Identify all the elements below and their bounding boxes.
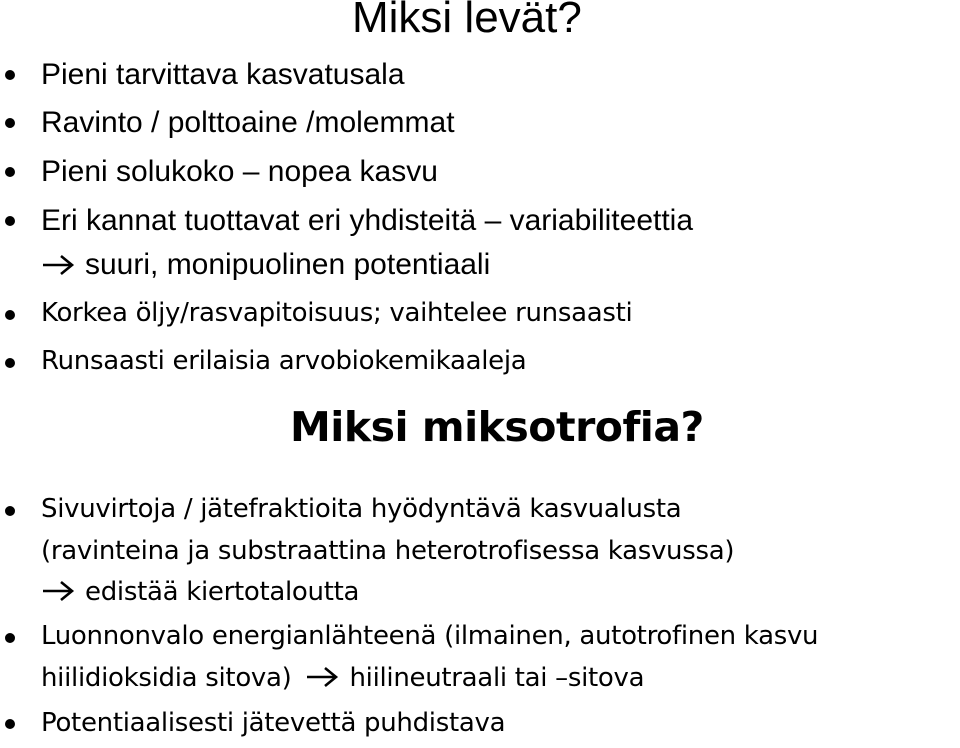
list-item-continuation (41, 575, 359, 609)
bullet-icon (5, 167, 15, 177)
bullet-icon (5, 310, 15, 320)
list-item: Potentiaalisesti jätevettä puhdistava (41, 708, 506, 738)
bullet-icon (5, 216, 15, 226)
list-item: Pieni tarvittava kasvatusala (41, 58, 405, 91)
list-item: Korkea öljy/rasvapitoisuus; vaihtelee runsaasti (41, 298, 633, 328)
list-item: Luonnonvalo energianlähteenä (ilmainen, autotrofinen kasvu (41, 621, 819, 651)
bullet-icon (5, 719, 15, 729)
list-item-text: edistää kiertotaloutta (85, 577, 360, 607)
section-heading: Miksi miksotrofia? (290, 403, 704, 451)
arrow-right-icon (41, 253, 75, 277)
arrow-right-icon (41, 579, 75, 603)
bullet-icon (5, 633, 15, 643)
list-item-continuation: (ravinteina ja substraattina heterotrofisessa kasvussa) (41, 536, 735, 566)
slide-title: Miksi levät? (352, 0, 582, 42)
list-item: Ravinto / polttoaine /molemmat (41, 106, 455, 139)
list-item: Runsaasti erilaisia arvobiokemikaaleja (41, 346, 527, 376)
list-item-text: suuri, monipuolinen potentiaali (85, 248, 491, 281)
bullet-icon (5, 358, 15, 368)
list-item-continuation (41, 248, 490, 282)
list-item: Eri kannat tuottavat eri yhdisteitä – variabiliteettia (41, 204, 694, 237)
list-item: Sivuvirtoja / jätefraktioita hyödyntävä kasvualusta (41, 494, 682, 524)
bullet-icon (5, 70, 15, 80)
list-item-text: hiilidioksidia sitova) (41, 663, 292, 693)
list-item-continuation (41, 661, 644, 695)
arrow-right-icon (305, 665, 339, 689)
list-item: Pieni solukoko – nopea kasvu (41, 155, 438, 188)
list-item-text: hiilineutraali tai –sitova (349, 663, 645, 693)
bullet-icon (5, 506, 15, 516)
bullet-icon (5, 118, 15, 128)
